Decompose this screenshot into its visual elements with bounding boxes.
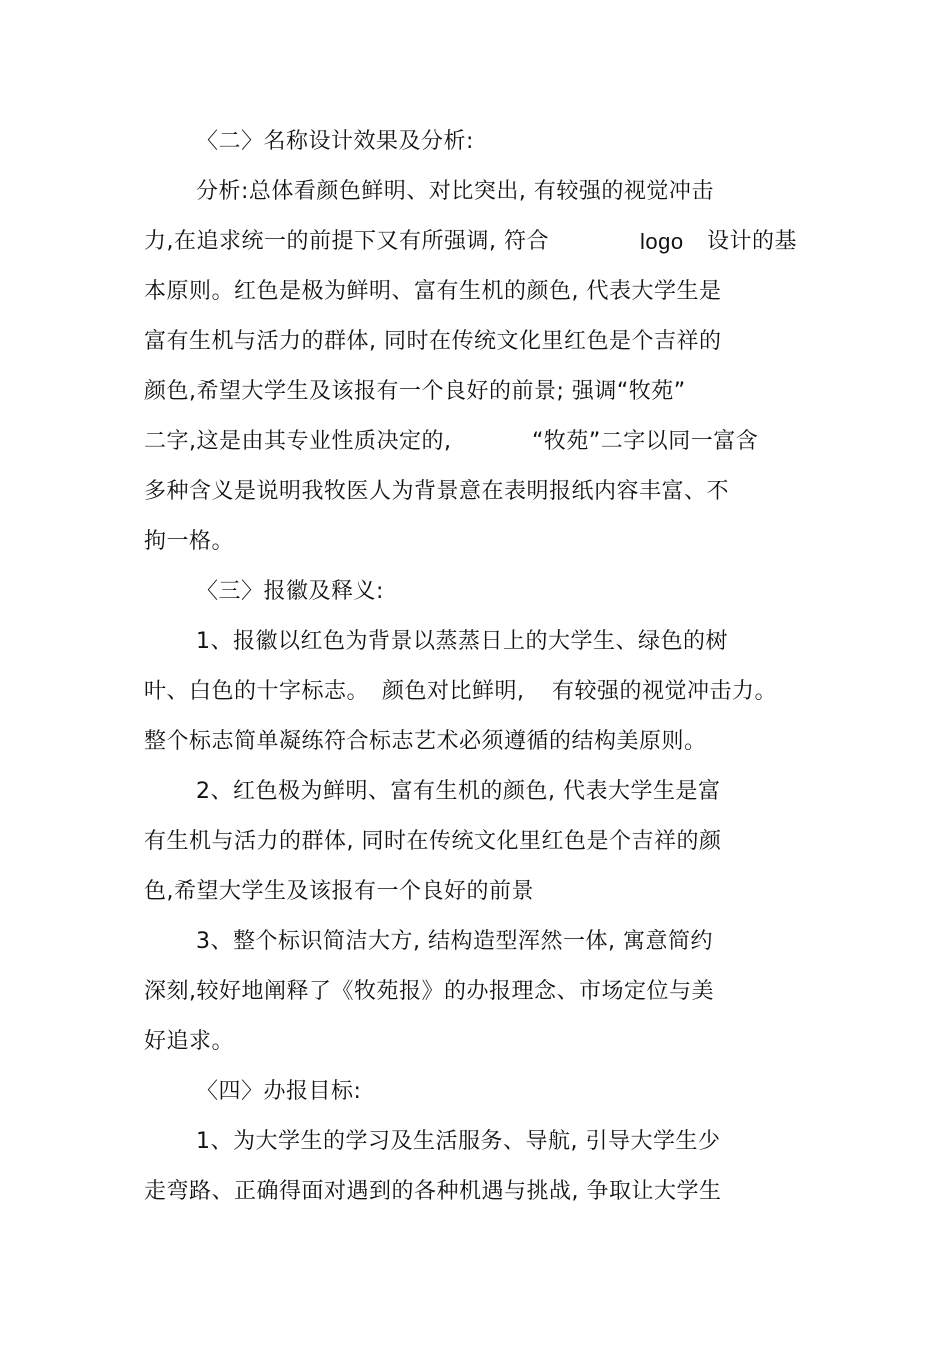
paragraph-line-mid: 颜色对比鲜明, bbox=[382, 679, 525, 704]
paragraph-line: 2、红色极为鲜明、富有生机的颜色, 代表大学生是富 bbox=[196, 779, 721, 804]
paragraph-line-tail: “牧苑”二字以同一富含 bbox=[532, 429, 759, 454]
paragraph-line: 1、报徽以红色为背景以蒸蒸日上的大学生、绿色的树 bbox=[196, 629, 728, 654]
paragraph-line: 多种含义是说明我牧医人为背景意在表明报纸内容丰富、不 bbox=[144, 479, 730, 504]
paragraph-line: 二字,这是由其专业性质决定的, bbox=[144, 429, 452, 454]
paragraph-line: 好追求。 bbox=[144, 1029, 235, 1054]
paragraph-line: 走弯路、正确得面对遇到的各种机遇与挑战, 争取让大学生 bbox=[144, 1179, 722, 1204]
paragraph-line-tail: 设计的基 bbox=[707, 229, 798, 254]
paragraph-line: 分析:总体看颜色鲜明、对比突出, 有较强的视觉冲击 bbox=[196, 179, 714, 204]
paragraph-line: 拘一格。 bbox=[144, 529, 235, 554]
paragraph-line: 本原则。红色是极为鲜明、富有生机的颜色, 代表大学生是 bbox=[144, 279, 722, 304]
section3-heading: 〈三〉报徽及释义: bbox=[196, 579, 384, 604]
paragraph-line-tail: 有较强的视觉冲击力。 bbox=[552, 679, 778, 704]
paragraph-line: 力,在追求统一的前提下又有所强调, 符合 bbox=[144, 229, 549, 254]
section4-heading: 〈四〉办报目标: bbox=[196, 1079, 362, 1104]
logo-word: logo bbox=[640, 229, 684, 254]
paragraph-line: 3、整个标识简洁大方, 结构造型浑然一体, 寓意简约 bbox=[196, 929, 713, 954]
paragraph-line: 色,希望大学生及该报有一个良好的前景 bbox=[144, 879, 534, 904]
paragraph-line: 富有生机与活力的群体, 同时在传统文化里红色是个吉祥的 bbox=[144, 329, 722, 354]
paragraph-line: 颜色,希望大学生及该报有一个良好的前景; 强调“牧苑” bbox=[144, 379, 686, 404]
paragraph-line: 叶、白色的十字标志。 bbox=[144, 679, 370, 704]
paragraph-line: 整个标志简单凝练符合标志艺术必须遵循的结构美原则。 bbox=[144, 729, 707, 754]
paragraph-line: 有生机与活力的群体, 同时在传统文化里红色是个吉祥的颜 bbox=[144, 829, 722, 854]
section2-heading: 〈二〉名称设计效果及分析: bbox=[196, 129, 474, 154]
paragraph-line: 1、为大学生的学习及生活服务、导航, 引导大学生少 bbox=[196, 1129, 721, 1154]
paragraph-line: 深刻,较好地阐释了《牧苑报》的办报理念、市场定位与美 bbox=[144, 979, 714, 1004]
